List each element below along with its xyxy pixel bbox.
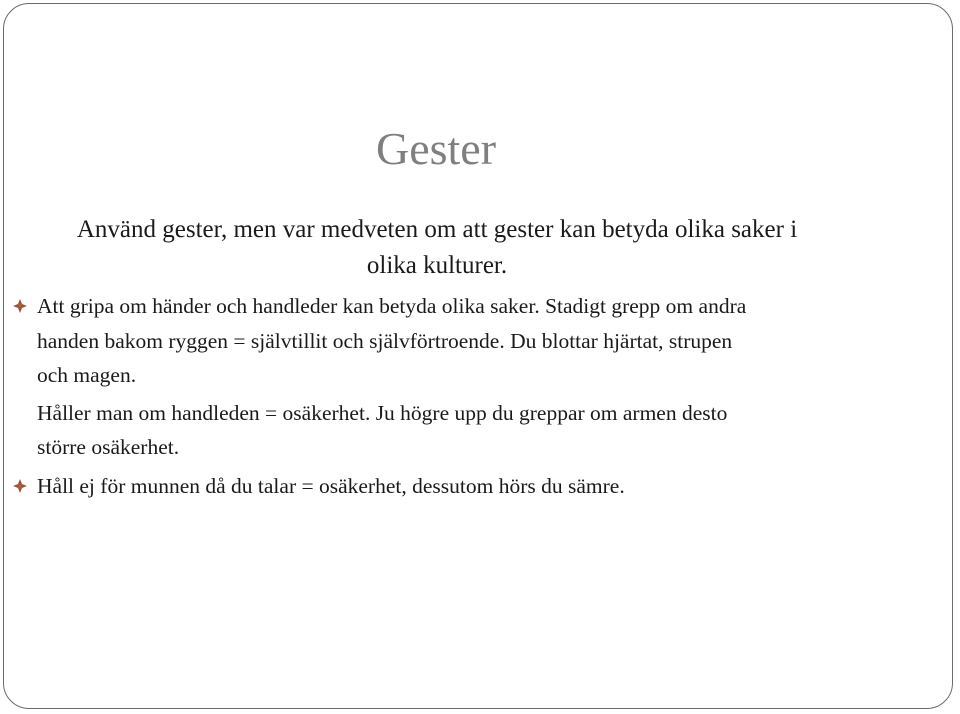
slide-title: Gester [375, 123, 497, 174]
bullet-line: Håller man om handleden = osäkerhet. Ju högre upp du greppar om armen desto [37, 400, 728, 425]
diamond-bullet-icon [12, 298, 28, 314]
bullet-line: större osäkerhet. [37, 435, 180, 459]
bullet-line: Håll ej för munnen då du talar = osäkerhet, dessutom hörs du sämre. [37, 473, 625, 498]
diamond-bullet-icon [12, 478, 28, 494]
bullet-line: och magen. [37, 363, 137, 387]
subtitle-line: Använd gester, men var medveten om att gester kan betyda olika saker i [76, 216, 798, 243]
bullet-line: handen bakom ryggen = självtillit och självförtroende. Du blottar hjärtat, strupen [37, 328, 733, 353]
slide-subtitle [14, 212, 860, 284]
bullet-item-mouth [4, 469, 884, 504]
bullet-item-gripping [4, 289, 884, 465]
bullet-line: Att gripa om händer och handleder kan betyda olika saker. Stadigt grepp om andra [37, 294, 747, 318]
bullet-list [4, 289, 884, 503]
slide-frame [3, 3, 953, 709]
subtitle-line: olika kulturer. [366, 252, 508, 279]
